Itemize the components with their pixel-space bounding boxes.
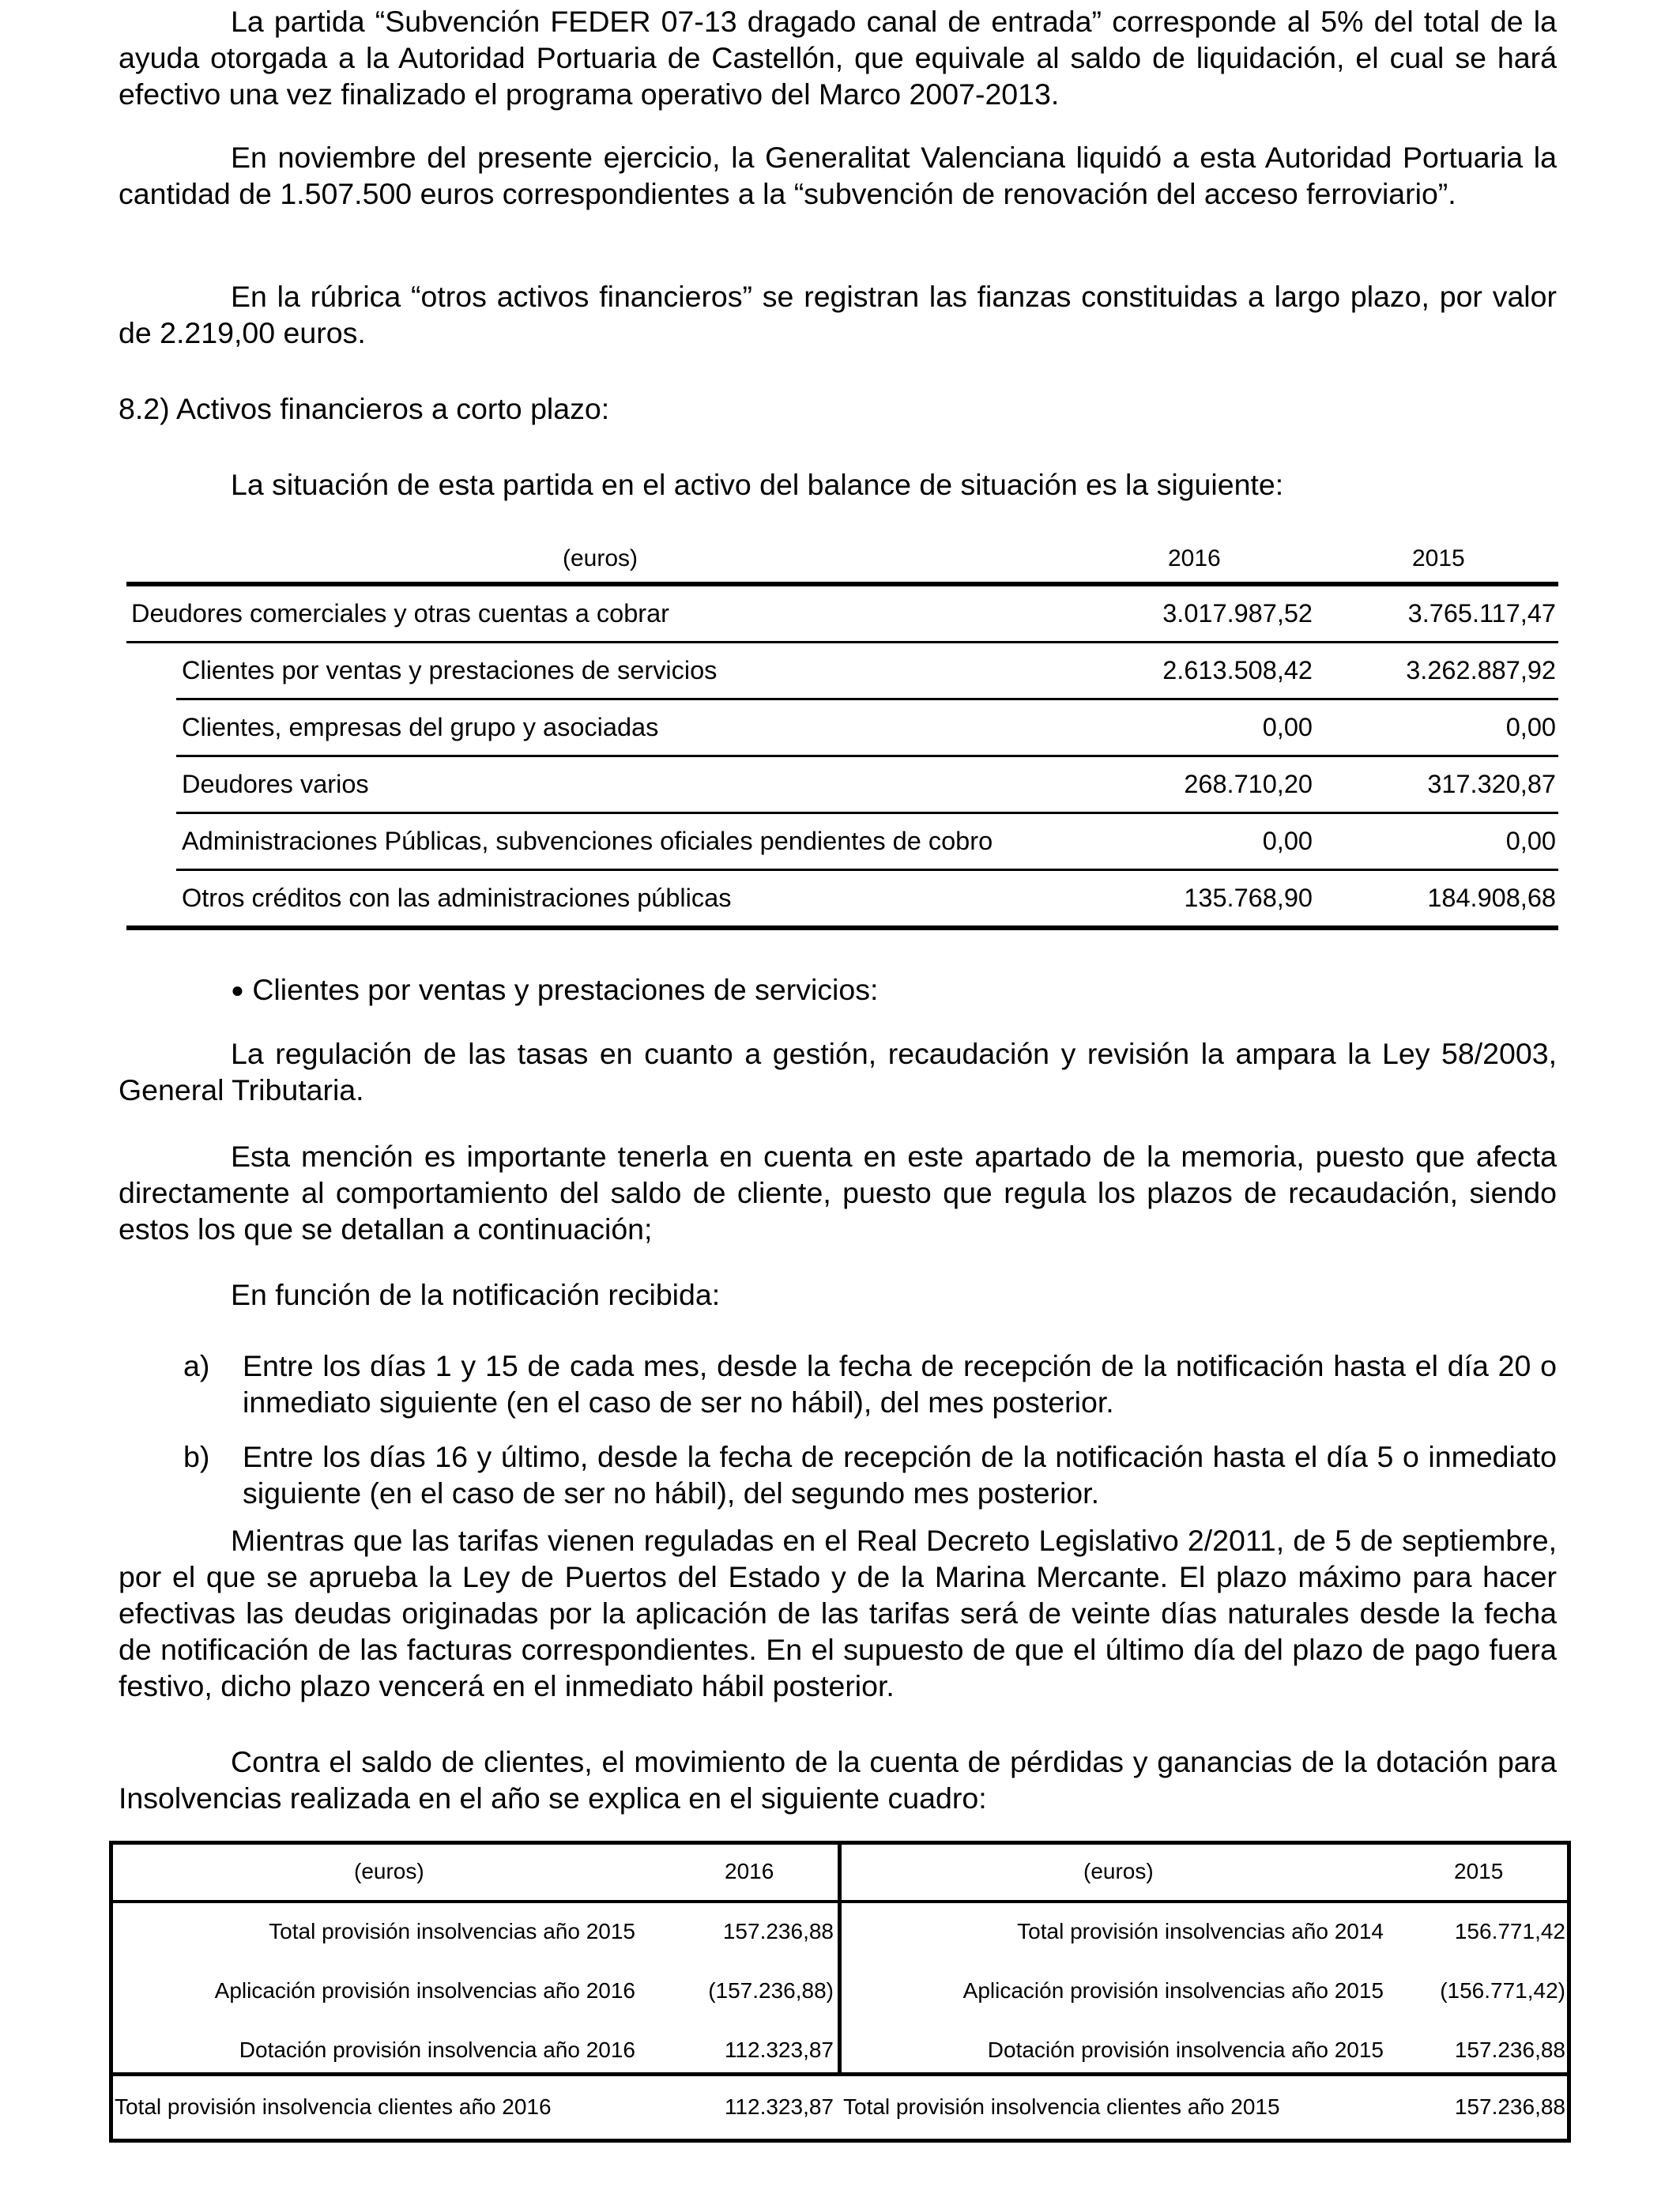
right-row-label: Dotación provisión insolvencia año 2015 xyxy=(987,2038,1384,2062)
row-value-2016: 268.710,20 xyxy=(1184,770,1313,798)
list-item-text: Entre los días 16 y último, desde la fecha de recepción de la notificación hasta el día 5 o inmediato siguiente (en el caso de ser no hábil), del segundo mes posterior. xyxy=(243,1440,1557,1510)
paragraph-contra-saldo xyxy=(119,1744,1557,1816)
paragraph-intro-table: La situación de esta partida en el activo del balance de situación es la siguiente: xyxy=(231,468,1284,501)
left-total-value: 112.323,87 xyxy=(724,2094,834,2119)
row-value-2015: 0,00 xyxy=(1505,713,1556,741)
list-item-a xyxy=(119,1348,1557,1420)
left-row-label: Total provisión insolvencias año 2015 xyxy=(269,1919,635,1943)
paragraph-text: Esta mención es importante tenerla en cuenta en este apartado de la memoria, puesto que afecta directamente al comportamiento del saldo de cliente, puesto que regula los plazos de recaudación, siendo estos los que se detallan a continuación; xyxy=(119,1140,1557,1246)
row-value-2015: 317.320,87 xyxy=(1427,770,1556,798)
balance-table xyxy=(126,539,1558,930)
table-rule xyxy=(113,1900,1567,1903)
paragraph-text: La regulación de las tasas en cuanto a gestión, recaudación y revisión la ampara la Ley 58/2003, General Tributaria. xyxy=(119,1037,1557,1106)
left-row-value: (157.236,88) xyxy=(708,1978,834,2003)
paragraph-fianzas xyxy=(119,278,1557,351)
left-header-unit: (euros) xyxy=(354,1859,424,1883)
header-2016: 2016 xyxy=(1168,545,1221,571)
left-header-year: 2016 xyxy=(725,1859,774,1883)
list-marker: b) xyxy=(183,1440,210,1473)
paragraph-text: En la rúbrica “otros activos financieros” se registran las fianzas constituidas a largo plazo, por valor de 2.219,00 euros. xyxy=(119,280,1557,349)
row-value-2015: 3.262.887,92 xyxy=(1406,656,1556,684)
row-label: Administraciones Públicas, subvenciones oficiales pendientes de cobro xyxy=(182,827,993,855)
left-row-value: 157.236,88 xyxy=(722,1919,834,1943)
table-rule xyxy=(113,2072,1567,2076)
row-label: Deudores varios xyxy=(182,770,369,798)
bullet-icon: ● xyxy=(231,978,244,1002)
paragraph-notificacion: En función de la notificación recibida: xyxy=(231,1278,721,1311)
table-row xyxy=(126,757,1558,812)
right-row-value: (156.771,42) xyxy=(1440,1978,1565,2003)
row-value-2016: 2.613.508,42 xyxy=(1162,656,1313,684)
right-total-label: Total provisión insolvencia clientes año 2015 xyxy=(843,2094,1280,2119)
right-total-value: 157.236,88 xyxy=(1454,2094,1565,2119)
header-2015: 2015 xyxy=(1412,545,1465,571)
row-label: Clientes por ventas y prestaciones de servicios xyxy=(182,656,718,684)
right-header-unit: (euros) xyxy=(1083,1859,1154,1883)
right-row-value: 156.771,42 xyxy=(1454,1919,1565,1943)
table-rule xyxy=(126,925,1558,930)
paragraph-text: Mientras que las tarifas vienen reguladas en el Real Decreto Legislativo 2/2011, de 5 de septiembre, por el que se aprueba la Ley de Puertos del Estado y de la Marina Mercante. El plazo máximo para hacer efectivas las deudas originadas por la aplicación de las tarifas será de veinte días naturales desde la fecha de notificación de las facturas correspondientes. En el supuesto de que el último día del plazo de pago fuera festivo, dicho plazo vencerá en el inmediato hábil posterior. xyxy=(119,1524,1557,1702)
row-value-2015: 0,00 xyxy=(1505,827,1556,855)
list-marker: a) xyxy=(183,1349,210,1382)
paragraph-tarifas xyxy=(119,1522,1557,1704)
provision-table xyxy=(109,1841,1571,2143)
paragraph-ley xyxy=(119,1035,1557,1108)
row-value-2015: 184.908,68 xyxy=(1427,884,1556,912)
row-label: Clientes, empresas del grupo y asociadas xyxy=(182,713,659,741)
paragraph-feder xyxy=(119,3,1557,112)
row-value-2016: 0,00 xyxy=(1262,713,1313,741)
table-row xyxy=(126,586,1558,641)
paragraph-text: La partida “Subvención FEDER 07-13 dragado canal de entrada” corresponde al 5% del total de la ayuda otorgada a la Autoridad Portuaria de Castellón, que equivale al saldo de liquidación, el cual se hará efectivo una vez finalizado el programa operativo del Marco 2007-2013. xyxy=(119,5,1557,111)
paragraph-mencion xyxy=(119,1138,1557,1247)
table-row xyxy=(126,643,1558,698)
paragraph-generalitat xyxy=(119,139,1557,212)
right-row-label: Total provisión insolvencias año 2014 xyxy=(1017,1919,1384,1943)
paragraph-text: Contra el saldo de clientes, el movimiento de la cuenta de pérdidas y ganancias de la dotación para Insolvencias realizada en el año se explica en el siguiente cuadro: xyxy=(119,1745,1557,1815)
row-label: Deudores comerciales y otras cuentas a cobrar xyxy=(131,599,670,628)
paragraph-text: En noviembre del presente ejercicio, la Generalitat Valenciana liquidó a esta Autoridad Portuaria la cantidad de 1.507.500 euros correspondientes a la “subvención de renovación del acceso ferroviario”. xyxy=(119,141,1557,210)
row-value-2016: 3.017.987,52 xyxy=(1162,599,1313,628)
left-row-value: 112.323,87 xyxy=(724,2038,834,2062)
left-row-label: Aplicación provisión insolvencias año 2016 xyxy=(214,1978,635,2003)
table-row xyxy=(126,871,1558,925)
right-row-value: 157.236,88 xyxy=(1454,2038,1565,2062)
row-label: Otros créditos con las administraciones públicas xyxy=(182,884,732,912)
table-row xyxy=(126,814,1558,869)
list-item-b xyxy=(119,1438,1557,1511)
left-total-label: Total provisión insolvencia clientes año 2016 xyxy=(115,2094,552,2119)
table-divider xyxy=(838,1845,842,2074)
right-header-year: 2015 xyxy=(1454,1859,1504,1883)
left-row-label: Dotación provisión insolvencia año 2016 xyxy=(239,2038,635,2062)
section-heading: 8.2) Activos financieros a corto plazo: xyxy=(119,392,610,425)
list-item-text: Entre los días 1 y 15 de cada mes, desde la fecha de recepción de la notificación hasta el día 20 o inmediato siguiente (en el caso de ser no hábil), del mes posterior. xyxy=(243,1349,1557,1419)
row-value-2016: 135.768,90 xyxy=(1184,884,1313,912)
balance-table-header xyxy=(126,539,1558,582)
right-row-label: Aplicación provisión insolvencias año 2015 xyxy=(962,1978,1384,2003)
row-value-2015: 3.765.117,47 xyxy=(1407,599,1556,628)
header-unit: (euros) xyxy=(563,545,638,571)
table-row xyxy=(126,700,1558,755)
row-value-2016: 0,00 xyxy=(1262,827,1313,855)
bullet-item xyxy=(231,971,878,1011)
bullet-text: Clientes por ventas y prestaciones de servicios: xyxy=(252,973,879,1006)
